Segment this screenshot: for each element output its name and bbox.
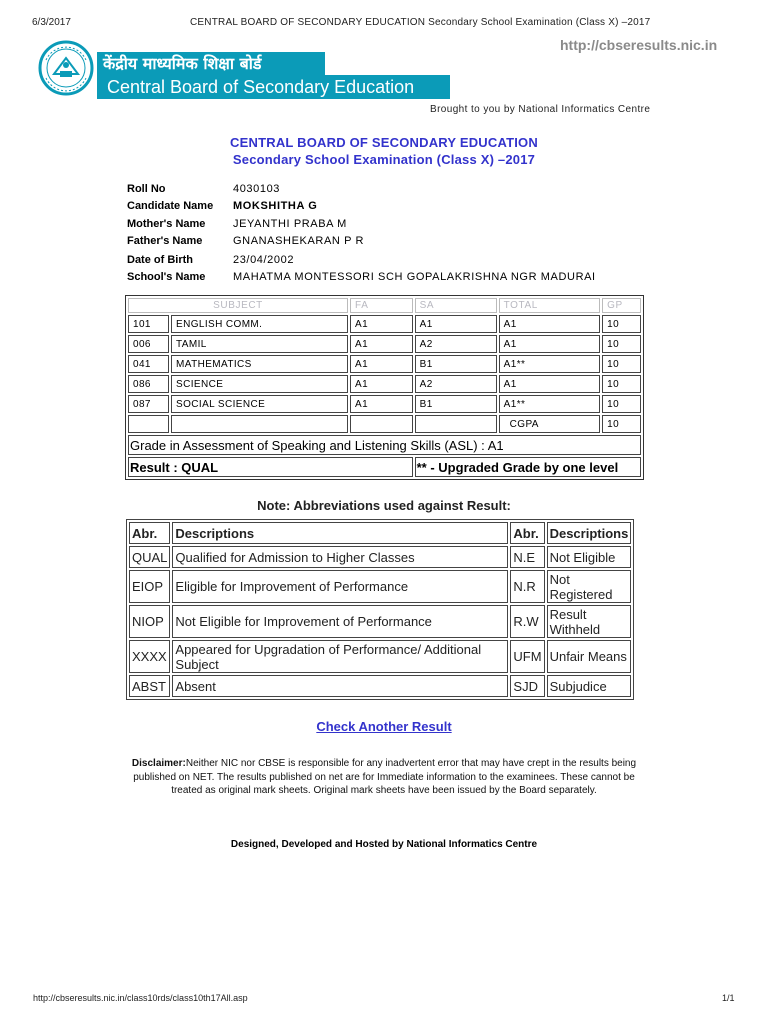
abbreviation: UFM (510, 640, 544, 673)
empty-cell (415, 415, 497, 433)
print-footer-url: http://cbseresults.nic.in/class10rds/class10th17All.asp (33, 993, 248, 1003)
candidate-name-value: MOKSHITHA G (233, 200, 318, 213)
sa-grade: A1 (415, 315, 497, 333)
dob-value: 23/04/2002 (233, 253, 295, 266)
result-row (128, 457, 641, 477)
marks-header-row (128, 298, 641, 313)
abbreviation: XXXX (129, 640, 170, 673)
fa-grade: A1 (350, 375, 413, 393)
subject-code: 006 (128, 335, 169, 353)
table-row (128, 315, 641, 333)
check-another-result-link[interactable]: Check Another Result (316, 719, 452, 734)
print-date: 6/3/2017 (32, 17, 71, 28)
description: Not Registered (547, 570, 632, 603)
mother-name-value: JEYANTHI PRABA M (233, 217, 347, 230)
total-grade: A1** (499, 355, 600, 373)
marks-table (125, 295, 644, 480)
father-name-row (127, 233, 596, 251)
empty-cell (128, 415, 169, 433)
description: Absent (172, 675, 508, 697)
subject-code: 087 (128, 395, 169, 413)
result-title-exam: Secondary School Examination (Class X) –2017 (232, 152, 536, 167)
subject-name: MATHEMATICS (171, 355, 348, 373)
header-abr: Abr. (510, 522, 544, 544)
table-row (129, 605, 631, 638)
grade-point: 10 (602, 375, 641, 393)
print-page-number: 1/1 (722, 993, 735, 1003)
subject-code: 041 (128, 355, 169, 373)
header-fa: FA (350, 298, 413, 313)
sa-grade: A2 (415, 335, 497, 353)
table-row (128, 355, 641, 373)
header-descriptions: Descriptions (547, 522, 632, 544)
mother-name-label: Mother's Name (127, 217, 206, 230)
roll-no-label: Roll No (127, 182, 166, 195)
cgpa-row (128, 415, 641, 433)
school-name-value: MAHATMA MONTESSORI SCH GOPALAKRISHNA NGR MADURAI (233, 271, 596, 284)
empty-cell (350, 415, 413, 433)
abbreviations-note: Note: Abbreviations used against Result: (257, 498, 511, 513)
brought-by-text: Brought to you by National Informatics Centre (430, 104, 651, 115)
candidate-name-row (127, 198, 596, 216)
asl-row (128, 435, 641, 455)
description: Unfair Means (547, 640, 632, 673)
disclaimer-text: Neither NIC nor CBSE is responsible for any inadvertent error that may have crept in the results being published on NET. The results published on net are for Immediate information to the examinees. These cannot be treated as original mark sheets. Original mark sheets have been issued by the Board separately. (133, 758, 637, 796)
table-row (128, 395, 641, 413)
header-gp: GP (602, 298, 641, 313)
abbreviation: NIOP (129, 605, 170, 638)
cgpa-value: 10 (602, 415, 641, 433)
site-url-link[interactable]: http://cbseresults.nic.in (560, 37, 718, 53)
grade-point: 10 (602, 355, 641, 373)
abbreviations-header-row (129, 522, 631, 544)
sa-grade: B1 (415, 355, 497, 373)
abbreviations-table (126, 519, 634, 700)
subject-name: ENGLISH COMM. (171, 315, 348, 333)
total-grade: A1 (499, 335, 600, 353)
father-name-label: Father's Name (127, 235, 203, 248)
empty-cell (171, 415, 348, 433)
grade-point: 10 (602, 395, 641, 413)
result-title-board: CENTRAL BOARD OF SECONDARY EDUCATION (230, 135, 538, 150)
table-row (129, 546, 631, 568)
grade-point: 10 (602, 335, 641, 353)
fa-grade: A1 (350, 315, 413, 333)
description: Not Eligible (547, 546, 632, 568)
cbse-emblem-icon (38, 38, 94, 98)
fa-grade: A1 (350, 355, 413, 373)
disclaimer-label: Disclaimer: (131, 758, 186, 769)
subject-name: TAMIL (171, 335, 348, 353)
total-grade: A1 (499, 375, 600, 393)
disclaimer (124, 757, 644, 798)
upgraded-grade-note: ** - Upgraded Grade by one level (415, 457, 641, 477)
abbreviation: N.R (510, 570, 544, 603)
school-name-label: School's Name (127, 271, 206, 284)
school-name-row (127, 269, 596, 287)
cgpa-label: CGPA (499, 415, 600, 433)
description: Result Withheld (547, 605, 632, 638)
mother-name-row (127, 215, 596, 233)
grade-point: 10 (602, 315, 641, 333)
subject-code: 086 (128, 375, 169, 393)
description: Subjudice (547, 675, 632, 697)
subject-name: SOCIAL SCIENCE (171, 395, 348, 413)
sa-grade: A2 (415, 375, 497, 393)
print-page-title: CENTRAL BOARD OF SECONDARY EDUCATION Secondary School Examination (Class X) –2017 (190, 17, 651, 28)
designed-by-text: Designed, Developed and Hosted by National Informatics Centre (230, 839, 538, 850)
header-subject: SUBJECT (128, 298, 348, 313)
table-row (128, 375, 641, 393)
subject-name: SCIENCE (171, 375, 348, 393)
fa-grade: A1 (350, 335, 413, 353)
header-descriptions: Descriptions (172, 522, 508, 544)
abbreviation: R.W (510, 605, 544, 638)
total-grade: A1** (499, 395, 600, 413)
abbreviation: SJD (510, 675, 544, 697)
abbreviation: QUAL (129, 546, 170, 568)
description: Qualified for Admission to Higher Classes (172, 546, 508, 568)
result-status: Result : QUAL (128, 457, 413, 477)
brand-english-name: Central Board of Secondary Education (97, 75, 450, 99)
dob-label: Date of Birth (127, 253, 193, 266)
candidate-name-label: Candidate Name (127, 200, 214, 213)
description: Not Eligible for Improvement of Performance (172, 605, 508, 638)
fa-grade: A1 (350, 395, 413, 413)
father-name-value: GNANASHEKARAN P R (233, 235, 365, 248)
brand-hindi-name: केंद्रीय माध्यमिक शिक्षा बोर्ड (97, 52, 325, 75)
abbreviation: N.E (510, 546, 544, 568)
abbreviation: EIOP (129, 570, 170, 603)
description: Eligible for Improvement of Performance (172, 570, 508, 603)
roll-no-value: 4030103 (233, 182, 281, 195)
total-grade: A1 (499, 315, 600, 333)
header-abr: Abr. (129, 522, 170, 544)
dob-row (127, 251, 596, 269)
table-row (129, 640, 631, 673)
description: Appeared for Upgradation of Performance/ Additional Subject (172, 640, 508, 673)
table-row (128, 335, 641, 353)
table-row (129, 675, 631, 697)
table-row (129, 570, 631, 603)
abbreviation: ABST (129, 675, 170, 697)
header-sa: SA (415, 298, 497, 313)
header-total: TOTAL (499, 298, 600, 313)
candidate-info (127, 180, 596, 286)
sa-grade: B1 (415, 395, 497, 413)
subject-code: 101 (128, 315, 169, 333)
asl-grade: Grade in Assessment of Speaking and Listening Skills (ASL) : A1 (128, 435, 641, 455)
roll-no-row (127, 180, 596, 198)
